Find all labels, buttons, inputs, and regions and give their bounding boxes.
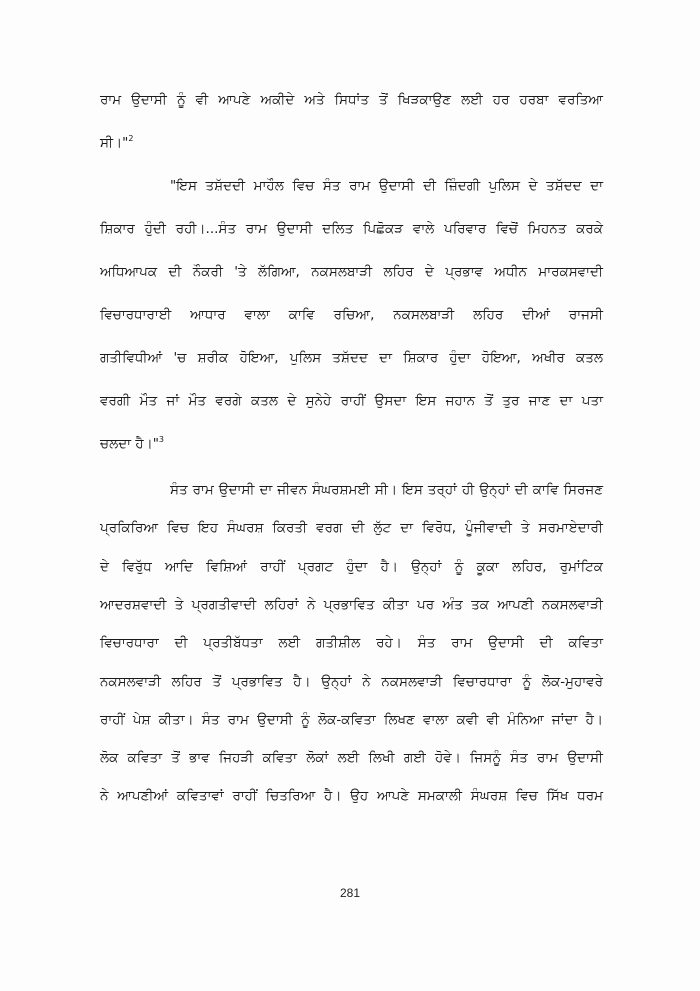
page-number: 281 <box>339 886 361 900</box>
footnote-ref: 2 <box>128 134 134 143</box>
text-line: ਸੰਤ ਰਾਮ ਉਦਾਸੀ ਦਾ ਜੀਵਨ ਸੰਘਰਸ਼ਮਈ ਸੀ। ਇਸ ਤਰ੍ਹਾਂ ਹੀ ਉਨ੍ਹਾਂ ਦੀ ਕਾਵਿ ਸਿਰਜਣ <box>170 482 603 498</box>
text-line-content: ਚਲਦਾ ਹੈ।" <box>100 436 159 452</box>
text-line: ਦੇ ਵਿਰੁੱਧ ਆਦਿ ਵਿਸ਼ਿਆਂ ਰਾਹੀਂ ਪ੍ਰਗਟ ਹੁੰਦਾ ਹੈ। ਉਨ੍ਹਾਂ ਨੂੰ ਕੂਕਾ ਲਹਿਰ, ਰੁਮਾਂਟਿਕ <box>100 558 603 575</box>
text-line: ਵਰਗੀ ਮੌਤ ਜਾਂ ਮੌਤ ਵਰਗੇ ਕਤਲ ਦੇ ਸੁਨੇਹੇ ਰਾਹੀਂ ਉਸਦਾ ਇਸ ਜਹਾਨ ਤੋਂ ਤੁਰ ਜਾਣ ਦਾ ਪਤਾ <box>100 393 603 409</box>
text-line: "ਇਸ ਤਸ਼ੱਦਦੀ ਮਾਹੌਲ ਵਿਚ ਸੰਤ ਰਾਮ ਉਦਾਸੀ ਦੀ ਜ਼ਿੰਦਗੀ ਪੁਲਿਸ ਦੇ ਤਸ਼ੱਦਦ ਦਾ <box>170 178 603 194</box>
text-line <box>100 133 603 153</box>
text-line: ਰਾਹੀਂ ਪੇਸ਼ ਕੀਤਾ। ਸੰਤ ਰਾਮ ਉਦਾਸੀ ਨੂੰ ਲੋਕ-ਕਵਿਤਾ ਲਿਖਣ ਵਾਲਾ ਕਵੀ ਵੀ ਮੰਨਿਆ ਜਾਂਦਾ ਹੈ। <box>100 711 603 728</box>
text-line-content: ਸੀ।" <box>100 135 129 151</box>
text-line <box>100 434 603 454</box>
text-line: ਰਾਮ ਉਦਾਸੀ ਨੂੰ ਵੀ ਆਪਣੇ ਅਕੀਦੇ ਅਤੇ ਸਿਧਾਂਤ ਤੋਂ ਖਿੜਕਾਉਣ ਲਈ ਹਰ ਹਰਬਾ ਵਰਤਿਆ <box>100 92 603 108</box>
footnote-ref: 3 <box>158 435 165 444</box>
text-line: ਵਿਚਾਰਧਾਰਾਈ ਆਧਾਰ ਵਾਲਾ ਕਾਵਿ ਰਚਿਆ, ਨਕਸਲਬਾੜੀ ਲਹਿਰ ਦੀਆਂ ਰਾਜਸੀ <box>100 307 603 323</box>
text-line: ਵਿਚਾਰਧਾਰਾ ਦੀ ਪ੍ਰਤੀਬੱਧਤਾ ਲਈ ਗਤੀਸ਼ੀਲ ਰਹੇ। ਸੰਤ ਰਾਮ ਉਦਾਸੀ ਦੀ ਕਵਿਤਾ <box>100 635 603 652</box>
text-line: ਨਕਸਲਵਾੜੀ ਲਹਿਰ ਤੋਂ ਪ੍ਰਭਾਵਿਤ ਹੈ। ਉਨ੍ਹਾਂ ਨੇ ਨਕਸਲਵਾੜੀ ਵਿਚਾਰਧਾਰਾ ਨੂੰ ਲੋਕ-ਮੁਹਾਵਰੇ <box>100 673 603 690</box>
text-line: ਲੋਕ ਕਵਿਤਾ ਤੋਂ ਭਾਵ ਜਿਹੜੀ ਕਵਿਤਾ ਲੋਕਾਂ ਲਈ ਲਿਖੀ ਗਈ ਹੋਵੇ। ਜਿਸਨੂੰ ਸੰਤ ਰਾਮ ਉਦਾਸੀ <box>100 750 603 767</box>
text-line: ਗਤੀਵਿਧੀਆਂ 'ਚ ਸ਼ਰੀਕ ਹੋਇਆ, ਪੁਲਿਸ ਤਸ਼ੱਦਦ ਦਾ ਸ਼ਿਕਾਰ ਹੁੰਦਾ ਹੋਇਆ, ਅਖੀਰ ਕਤਲ <box>100 350 603 366</box>
text-line: ਆਦਰਸ਼ਵਾਦੀ ਤੇ ਪ੍ਰਗਤੀਵਾਦੀ ਲਹਿਰਾਂ ਨੇ ਪ੍ਰਭਾਵਿਤ ਕੀਤਾ ਪਰ ਅੰਤ ਤਕ ਆਪਣੀ ਨਕਸਲਵਾੜੀ <box>100 596 603 613</box>
text-line: ਨੇ ਆਪਣੀਆਂ ਕਵਿਤਾਵਾਂ ਰਾਹੀਂ ਚਿਤਰਿਆ ਹੈ। ਉਹ ਆਪਣੇ ਸਮਕਾਲੀ ਸੰਘਰਸ਼ ਵਿਚ ਸਿੱਖ ਧਰਮ <box>100 788 603 805</box>
text-line: ਸ਼ਿਕਾਰ ਹੁੰਦੀ ਰਹੀ।...ਸੰਤ ਰਾਮ ਉਦਾਸੀ ਦਲਿਤ ਪਿਛੋਕੜ ਵਾਲੇ ਪਰਿਵਾਰ ਵਿਚੋਂ ਮਿਹਨਤ ਕਰਕੇ <box>100 221 603 237</box>
text-line: ਅਧਿਆਪਕ ਦੀ ਨੌਕਰੀ 'ਤੇ ਲੱਗਿਆ, ਨਕਸਲਬਾੜੀ ਲਹਿਰ ਦੇ ਪ੍ਰਭਾਵ ਅਧੀਨ ਮਾਰਕਸਵਾਦੀ <box>100 264 603 280</box>
text-line: ਪ੍ਰਕਿਰਿਆ ਵਿਚ ਇਹ ਸੰਘਰਸ਼ ਕਿਰਤੀ ਵਰਗ ਦੀ ਲੁੱਟ ਦਾ ਵਿਰੋਧ, ਪੂੰਜੀਵਾਦੀ ਤੇ ਸਰਮਾਏਦਾਰੀ <box>100 520 603 537</box>
